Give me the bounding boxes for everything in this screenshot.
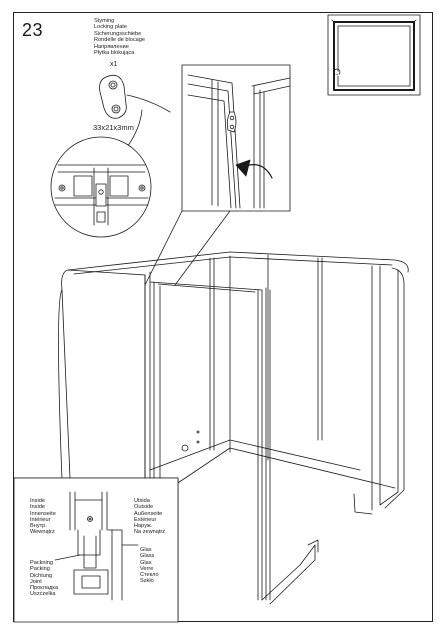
outside-ru: Наруж. [134, 523, 153, 530]
part-name-sv: Styming [94, 18, 115, 24]
glass-pl: Szkło [140, 578, 154, 585]
inside-en: Inside [30, 504, 45, 511]
outside-label [134, 498, 165, 536]
inside-fr: Intérieur [30, 516, 51, 523]
glass-ru: Стекло [140, 572, 159, 579]
part-dimensions: 33x21x3mm [93, 123, 134, 132]
outside-fr: Extérieur [134, 516, 157, 523]
zoom-detail-circle [51, 137, 151, 237]
packing-pl: Uszczelka [30, 591, 56, 598]
packing-sv: Packning [30, 560, 54, 566]
inside-de: Innenseite [30, 510, 56, 517]
location-inset [328, 15, 420, 95]
glass-sv: Glas [140, 547, 152, 553]
part-name-de: Sicherungsschiebe [94, 30, 142, 37]
inside-ru: Внутр. [30, 523, 47, 530]
locking-plate-icon [100, 75, 127, 118]
packing-label [30, 560, 58, 598]
part-name-ru: Напрявление [94, 43, 129, 50]
outside-sv: Utsida [134, 498, 150, 504]
packing-en: Packing [30, 566, 50, 573]
glass-label [140, 547, 159, 585]
packing-ru: Прокладка [30, 585, 59, 592]
inside-label [30, 498, 56, 536]
glass-fr: Verre [140, 565, 154, 572]
inside-pl: Wewnątrz [30, 529, 55, 536]
part-quantity: x1 [110, 61, 118, 68]
outside-en: Outside [134, 504, 154, 511]
part-name-en: Locking plate [94, 24, 127, 31]
outside-pl: Na zewnątrz [134, 529, 166, 536]
glass-de: Glas [140, 559, 152, 566]
part-name-pl: Płytka blokująca [94, 50, 135, 57]
inside-sv: Inside [30, 498, 45, 504]
outside-de: Außenseite [134, 510, 163, 517]
packing-fr: Joint [30, 578, 42, 585]
glass-en: Glass [140, 553, 155, 560]
packing-de: Dichtung [30, 572, 53, 579]
part-name-fr: Rondelle de blocage [94, 37, 146, 44]
zoom-detail-panel [182, 65, 290, 211]
step-number: 23 [22, 20, 44, 40]
inset-marker-label: B [334, 72, 340, 78]
